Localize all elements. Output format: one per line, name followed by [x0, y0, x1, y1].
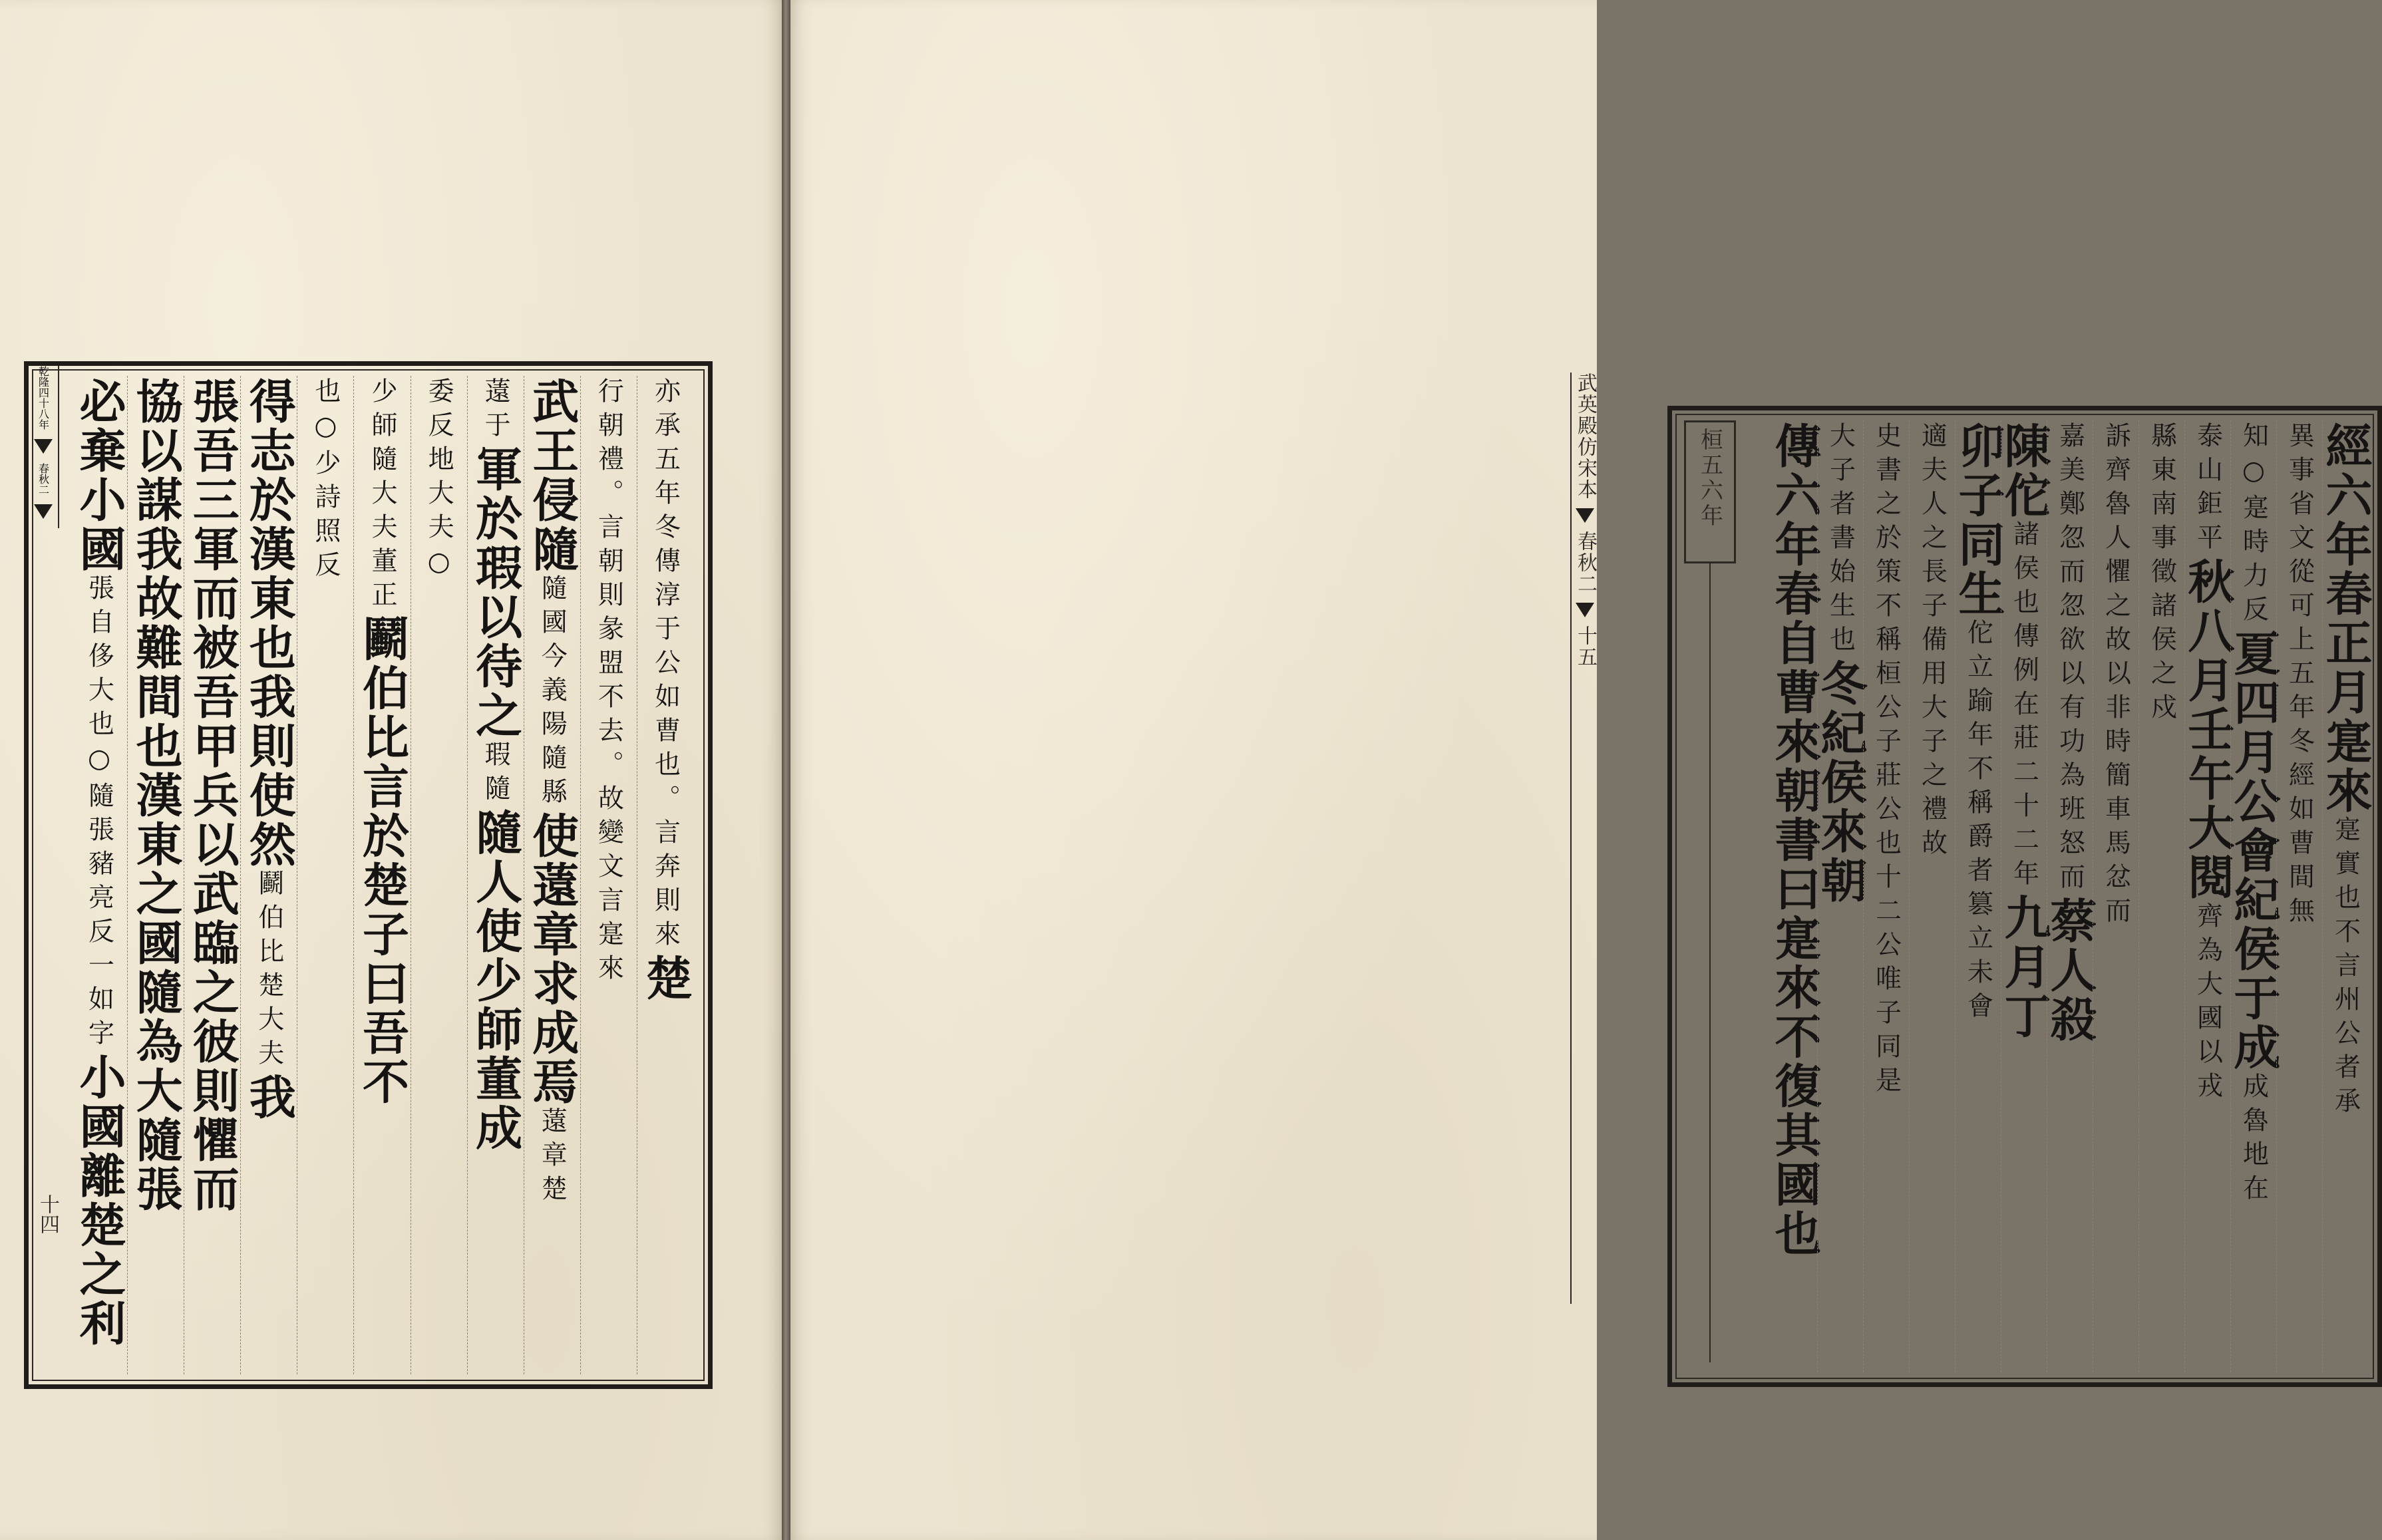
fish-tail-mark-icon [34, 504, 53, 519]
right-text-columns [1767, 420, 2373, 1372]
commentary-text: 嘉美鄭忽而忽欲以有功為班怒而 [2055, 422, 2085, 897]
book-gutter [782, 0, 790, 1540]
right-margin-column [1570, 373, 1598, 1304]
commentary-text: 大子者書始生也 [1825, 422, 1856, 659]
main-text: 卯子同生 [1951, 422, 2006, 619]
commentary-text: 薳于 [480, 377, 511, 445]
text-column [637, 376, 693, 1374]
page-number: 十五 [1574, 625, 1597, 668]
text-column [411, 376, 467, 1374]
commentary-text: 事徵諸侯之戍 [2146, 524, 2177, 727]
commentary-text: 委反 [424, 377, 454, 445]
commentary-text: 異事省文從可 [2284, 422, 2315, 625]
text-column [580, 376, 637, 1374]
chapter-tab-label: 桓五六年 [1696, 428, 1723, 529]
text-column [353, 376, 410, 1374]
commentary-text: 薳章楚 [537, 1107, 568, 1209]
commentary-text: 諸侯也傳例在莊二十二年 [2009, 520, 2039, 893]
text-column [2093, 420, 2138, 1372]
commentary-text: 桓公子莊公也十二公唯子同是 [1871, 659, 1902, 1100]
text-column [184, 376, 240, 1374]
left-text-columns [71, 376, 693, 1374]
main-text: 軍於瑕以待之 [468, 445, 524, 740]
text-column [2180, 420, 2236, 1372]
main-text: 蔡人殺 [2043, 897, 2098, 1044]
commentary-text: 寔實也不言州公者承 [2330, 816, 2361, 1121]
main-text: 協以謀我故難間也漢東之國隨為大隨張 [128, 377, 184, 1214]
main-text: 陳佗 [1997, 422, 2052, 520]
text-column [71, 376, 127, 1374]
margin-title: 乾隆四十八年 [37, 366, 50, 430]
main-text: 武王侵隨 [524, 377, 580, 574]
text-column [467, 376, 524, 1374]
commentary-text: 少師隨大夫董正 [367, 377, 397, 615]
margin-section: 春秋二 [37, 463, 50, 495]
main-text: 小國離楚之利 [72, 1053, 128, 1348]
commentary-text: 上五年冬經如曹間無 [2284, 625, 2315, 931]
commentary-text: 泰山鉅平 [2192, 422, 2223, 557]
right-page [790, 0, 2373, 1540]
main-text: 得志於漢東也我則使然 [242, 377, 297, 869]
left-margin-column [29, 366, 59, 528]
main-text: 隨人使少師董成 [468, 808, 524, 1153]
text-column [1813, 420, 1868, 1372]
margin-title: 武英殿仿宋本 [1574, 373, 1597, 500]
commentary-text: 適夫人之長子備用大子之禮故 [1917, 422, 1948, 863]
main-text: 必棄小國 [72, 377, 128, 574]
main-text: 張吾三軍而被吾甲兵以武臨之彼則懼而 [185, 377, 241, 1214]
commentary-text: 成魯地在 [2238, 1072, 2269, 1208]
commentary-text: 亦承五年冬傳淳于公如曹也。言奔則來 [650, 377, 681, 954]
commentary-text: 也○少詩照反 [310, 377, 341, 585]
main-text: 使薳章求成焉 [524, 812, 580, 1107]
commentary-text: 隨國今義陽隨縣 [537, 574, 568, 812]
main-text: 傳六年春自曹來朝書曰寔來不復其國也 [1767, 422, 1822, 1259]
fish-tail-mark-icon [1576, 603, 1594, 617]
commentary-text: 縣東南 [2146, 422, 2177, 524]
commentary-text: 鬬伯比楚大夫 [254, 869, 284, 1073]
chapter-tab [1684, 420, 1736, 563]
commentary-text: 地 [424, 445, 454, 479]
text-column [1767, 420, 1822, 1372]
commentary-text: 佗立踰年不稱爵者篡立未會 [1963, 619, 1993, 1026]
text-column [2318, 420, 2373, 1372]
main-text: 鬬伯比言於楚子曰吾不 [355, 615, 411, 1107]
text-column [127, 376, 184, 1374]
commentary-text: 張自侈大也○隨張豬亮反一如字 [84, 574, 114, 1053]
text-column [1909, 420, 1955, 1372]
text-column [2226, 420, 2282, 1372]
main-text: 秋八月壬午大閱 [2180, 557, 2236, 902]
commentary-text: 史書之於策不稱 [1871, 422, 1902, 659]
commentary-text: 齊為大國以戎 [2192, 902, 2223, 1106]
main-text: 我 [242, 1073, 297, 1122]
text-column [2138, 420, 2184, 1372]
main-text: 冬紀侯來朝 [1813, 659, 1868, 905]
text-column [524, 376, 580, 1374]
commentary-text: 知○寔時力反 [2238, 422, 2269, 629]
text-column [1951, 420, 2006, 1372]
fish-tail-mark-icon [34, 439, 53, 454]
text-column [297, 376, 353, 1374]
text-column [1997, 420, 2052, 1372]
left-text-frame [24, 361, 713, 1389]
text-column [240, 376, 297, 1374]
text-column [1863, 420, 1909, 1372]
chapter-rule [1709, 563, 1711, 1362]
commentary-text: 忿而 [2101, 863, 2131, 931]
left-page [0, 0, 782, 1540]
commentary-text: 行朝禮。言朝則彖盟不去。故變文言寔來 [594, 377, 624, 988]
right-text-frame [1667, 406, 2382, 1387]
text-column [2276, 420, 2322, 1372]
text-column [2043, 420, 2098, 1372]
main-text: 經六年春正月寔來 [2318, 422, 2373, 816]
main-text: 夏四月公會紀侯于成 [2226, 629, 2282, 1072]
margin-section: 春秋二 [1574, 531, 1597, 595]
commentary-text: 訴齊魯人懼之故以非時簡車馬 [2101, 422, 2131, 863]
main-text: 楚 [637, 954, 693, 1003]
main-text: 九月丁 [1997, 893, 2052, 1041]
commentary-text: 大夫○ [424, 479, 454, 585]
page-number: 十四 [36, 1194, 59, 1234]
fish-tail-mark-icon [1576, 508, 1594, 523]
commentary-text: 瑕隨 [480, 740, 511, 808]
